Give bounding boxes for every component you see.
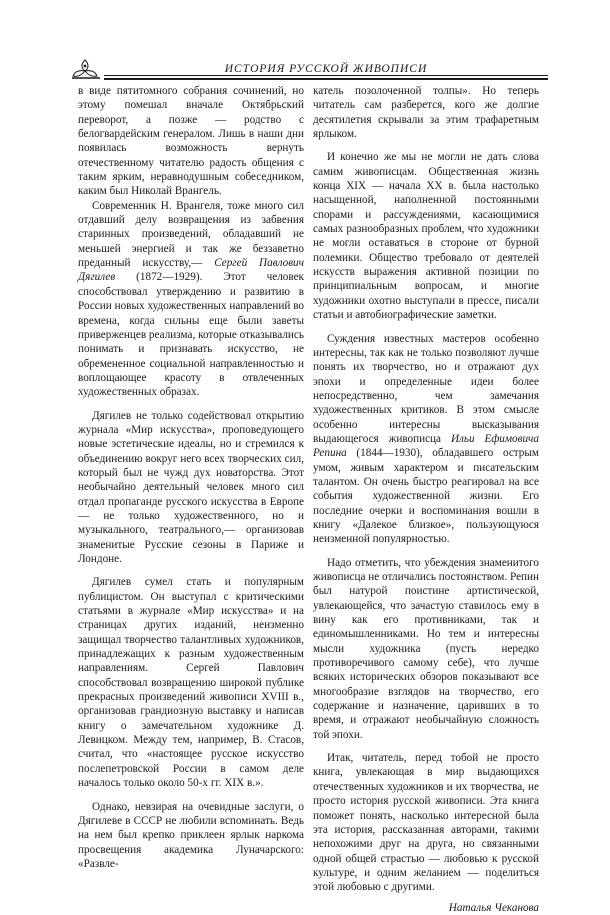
text-run: (1872—1929). Этот человек способствовал утверждению и развитию в России новых художественных направлений во времена, когда сильны еще были заветы приверженцев реализма, которые отказывались понимать и признавать искусство, не обремененное социальной направленностью и воплощающее красоту в отвлеченных художественных образах. <box>78 271 304 399</box>
paragraph: И конечно же мы не могли не дать слова самим живописцам. Общественная жизнь конца XIX — начала XX в. была настолько насыщенной, наполненной постоянными спорами и рассуждениями, касающимися самых разнообразных проблем, что художники не могли оставаться в стороне от бурной полемики. Общество требовало от деятелей искусств выражения активной позиции по принципиальным вопросам, и многие художники охотно выступали в прессе, писали статьи и автобиографические заметки. <box>313 151 539 322</box>
text-run: Современник Н. Врангеля, тоже много сил отдавший делу возвращения из забвения старинных произведений, обладавший не меньшей энергией и так же беззаветно преданный искусству,— <box>78 199 304 270</box>
paragraph: Надо отметить, что убеждения знаменитого живописца не отличались постоянством. Репин был натурой поистине артистической, увлекающейся, что зачастую ставилось ему в вину как его противниками, так и единомышленниками. Но тем и интересны мысли художника (пусть нередко противоречивого самому себе), что лучше всяких исторических обзоров показывают все многообразие взглядов на творчество, его содержание и назначение, царивших в то время, и отражают необычайную сложность той эпохи. <box>313 556 539 741</box>
header-rule <box>104 78 548 80</box>
paragraph <box>78 199 304 400</box>
person-name: Ильи Ефимовича Репина <box>313 432 539 460</box>
text-run: (1844—1930), обладавшего острым умом, живым характером и писательским талантом. Он очень быстро реагировал на все события художественной жизни. Его последние очерки и воспоминания вошли в книгу «Далекое близкое», пользующуюся неизменной популярностью. <box>313 447 539 546</box>
paragraph: Дягилев не только содействовал открытию журнала «Мир искусства», проповедующего новые эстетические идеалы, но и стремился к объединению вокруг него всех творческих сил, который был не чужд дух новаторства. Этот необычайно деятельный человек много сил отдал пропаганде русского искусства в Европе — не только художественного, но и музыкального, театрального,— организовав знаменитые Русские сезоны в Париже и Лондоне. <box>78 409 304 565</box>
left-column <box>78 84 304 871</box>
running-header <box>70 58 548 80</box>
floral-ornament-icon <box>70 58 100 80</box>
paragraph: Итак, читатель, перед тобой не просто книга, увлекающая в мир выдающихся отечественных художников и их творчества, не просто история русской живописи. Эта книга поможет понять, насколько интересной была эта история, рассказанная авторами, такими непохожими друг на друга, но связанными одной общей страстью — любовью к русской культуре, и одним желанием — поделиться этой любовью с другими. <box>313 752 539 894</box>
paragraph: Однако, невзирая на очевидные заслуги, о Дягилеве в СССР не любили вспоминать. Ведь на нем был крепко приклеен ярлык наркома просвещения академика Луначарского: «Развле- <box>78 800 304 870</box>
header-title: ИСТОРИЯ РУССКОЙ ЖИВОПИСИ <box>224 63 428 75</box>
paragraph: катель позолоченной толпы». Но теперь читатель сам разберется, кого же долгие десятилетия скрывали за этим трафаретным ярлыком. <box>313 85 539 141</box>
paragraph <box>313 332 539 547</box>
paragraph: в виде пятитомного собрания сочинений, но этому помешал вначале Октябрьский переворот, а позже — родство с белогвардейским генералом. Лишь в наши дни появилась возможность вернуть отечественному читателю радость общения с таким ярким, неравнодушным собеседником, каким был Николай Врангель. <box>78 85 304 198</box>
right-column <box>313 84 539 915</box>
person-name: Сергей Павлович Дягилев <box>78 257 304 284</box>
paragraph: Дягилев сумел стать и популярным публицистом. Он выступал с критическими статьями в журнале «Мир искусства» и на страницах других изданий, неизменно защищал творчество талантливых художников, принадлежащих к разным художественным направлениям. Сергей Павлович способствовал возвращению широкой публике прекрасных произведений живописи XVIII в., организовав грандиозную выставку и написав книгу о замечательном художнике Д. Левицком. Между тем, например, В. Стасов, считал, что «настоящее русское искусство послепетровской России в самом деле началось только около 50-х гг. XIX в.». <box>78 576 304 790</box>
author-signature: Наталья Чеканова <box>448 901 539 914</box>
text-run: Суждения известных мастеров особенно интересны, так как не только позволяют лучше понять их творчество, но и отражают дух эпохи и определенные идеи более непосредственно, чем замечания художественных критиков. В этом смысле особенно интересны высказывания выдающегося живописца <box>313 332 539 445</box>
